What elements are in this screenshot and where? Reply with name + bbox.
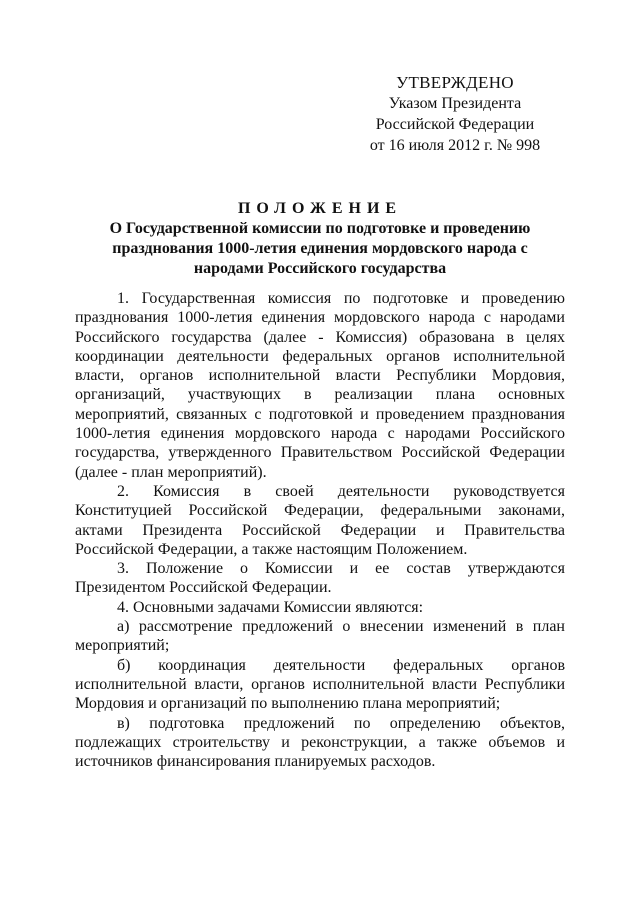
paragraph-line: подлежащих строительству и реконструкции, а также объемов и bbox=[75, 733, 565, 751]
paragraph-line: актами Президента Российской Федерации и Правительства bbox=[75, 521, 565, 539]
paragraph-line: Президентом Российской Федерации. bbox=[75, 579, 332, 597]
paragraph-line: 3. Положение о Комиссии и ее состав утверждаются bbox=[117, 560, 565, 578]
paragraph-line: празднования 1000-летия единения мордовского народа с народами bbox=[75, 309, 565, 327]
paragraph-line: 4. Основными задачами Комиссии являются: bbox=[117, 598, 424, 616]
approval-decree: Указом Президента bbox=[388, 95, 522, 112]
document-body bbox=[75, 289, 565, 771]
document-subtitle-line-3: народами Российского государства bbox=[193, 260, 447, 277]
approval-stamp bbox=[350, 72, 560, 156]
paragraph-line: в) подготовка предложений по определению объектов, bbox=[117, 714, 565, 732]
paragraph-line: государства, утвержденного Правительством Российской Федерации bbox=[75, 444, 565, 462]
document-subtitle-line-1: О Государственной комиссии по подготовке и проведению bbox=[109, 220, 531, 237]
paragraph-line: власти, органов исполнительной власти Республики Мордовия, bbox=[75, 367, 565, 385]
approval-heading: УТВЕРЖДЕНО bbox=[396, 73, 514, 92]
paragraph-line: координации деятельности федеральных органов исполнительной bbox=[75, 347, 565, 365]
paragraph-line: организаций, участвующих в реализации плана основных bbox=[75, 386, 565, 404]
paragraph-line: мероприятий, связанных с подготовкой и проведением празднования bbox=[75, 405, 565, 423]
approval-federation: Российской Федерации bbox=[375, 116, 535, 133]
paragraph-line: 1. Государственная комиссия по подготовке и проведению bbox=[117, 290, 565, 307]
paragraph-5 bbox=[75, 617, 565, 656]
paragraph-2 bbox=[75, 482, 565, 559]
paragraph-line: Конституцией Российской Федерации, федеральными законами, bbox=[75, 502, 565, 520]
paragraph-1 bbox=[75, 289, 565, 482]
paragraph-line: мероприятий; bbox=[75, 637, 170, 655]
paragraph-3 bbox=[75, 559, 565, 598]
paragraph-line: источников финансирования планируемых расходов. bbox=[75, 753, 436, 771]
paragraph-4 bbox=[75, 598, 565, 617]
paragraph-line: Российской Федерации, а также настоящим Положением. bbox=[75, 540, 468, 558]
approval-date: от 16 июля 2012 г. № 998 bbox=[369, 137, 541, 154]
paragraph-line: (далее - план мероприятий). bbox=[75, 463, 267, 481]
paragraph-6 bbox=[75, 656, 565, 714]
paragraph-line: Мордовия и организаций по выполнению плана мероприятий; bbox=[75, 695, 501, 713]
document-subtitle-line-2: празднования 1000-летия единения мордовского народа с bbox=[112, 240, 528, 257]
paragraph-line: а) рассмотрение предложений о внесении изменений в план bbox=[117, 618, 565, 636]
paragraph-line: исполнительной власти, органов исполнительной власти Республики bbox=[75, 675, 565, 693]
paragraph-line: 2. Комиссия в своей деятельности руководствуется bbox=[117, 482, 565, 500]
document-heading bbox=[70, 199, 570, 279]
document-title: ПОЛОЖЕНИЕ bbox=[237, 200, 403, 217]
paragraph-line: б) координация деятельности федеральных органов bbox=[117, 656, 565, 674]
paragraph-7 bbox=[75, 714, 565, 772]
paragraph-line: 1000-летия единения мордовского народа с народами Российского bbox=[75, 425, 565, 443]
paragraph-line: Российского государства (далее - Комиссия) образована в целях bbox=[75, 328, 565, 346]
